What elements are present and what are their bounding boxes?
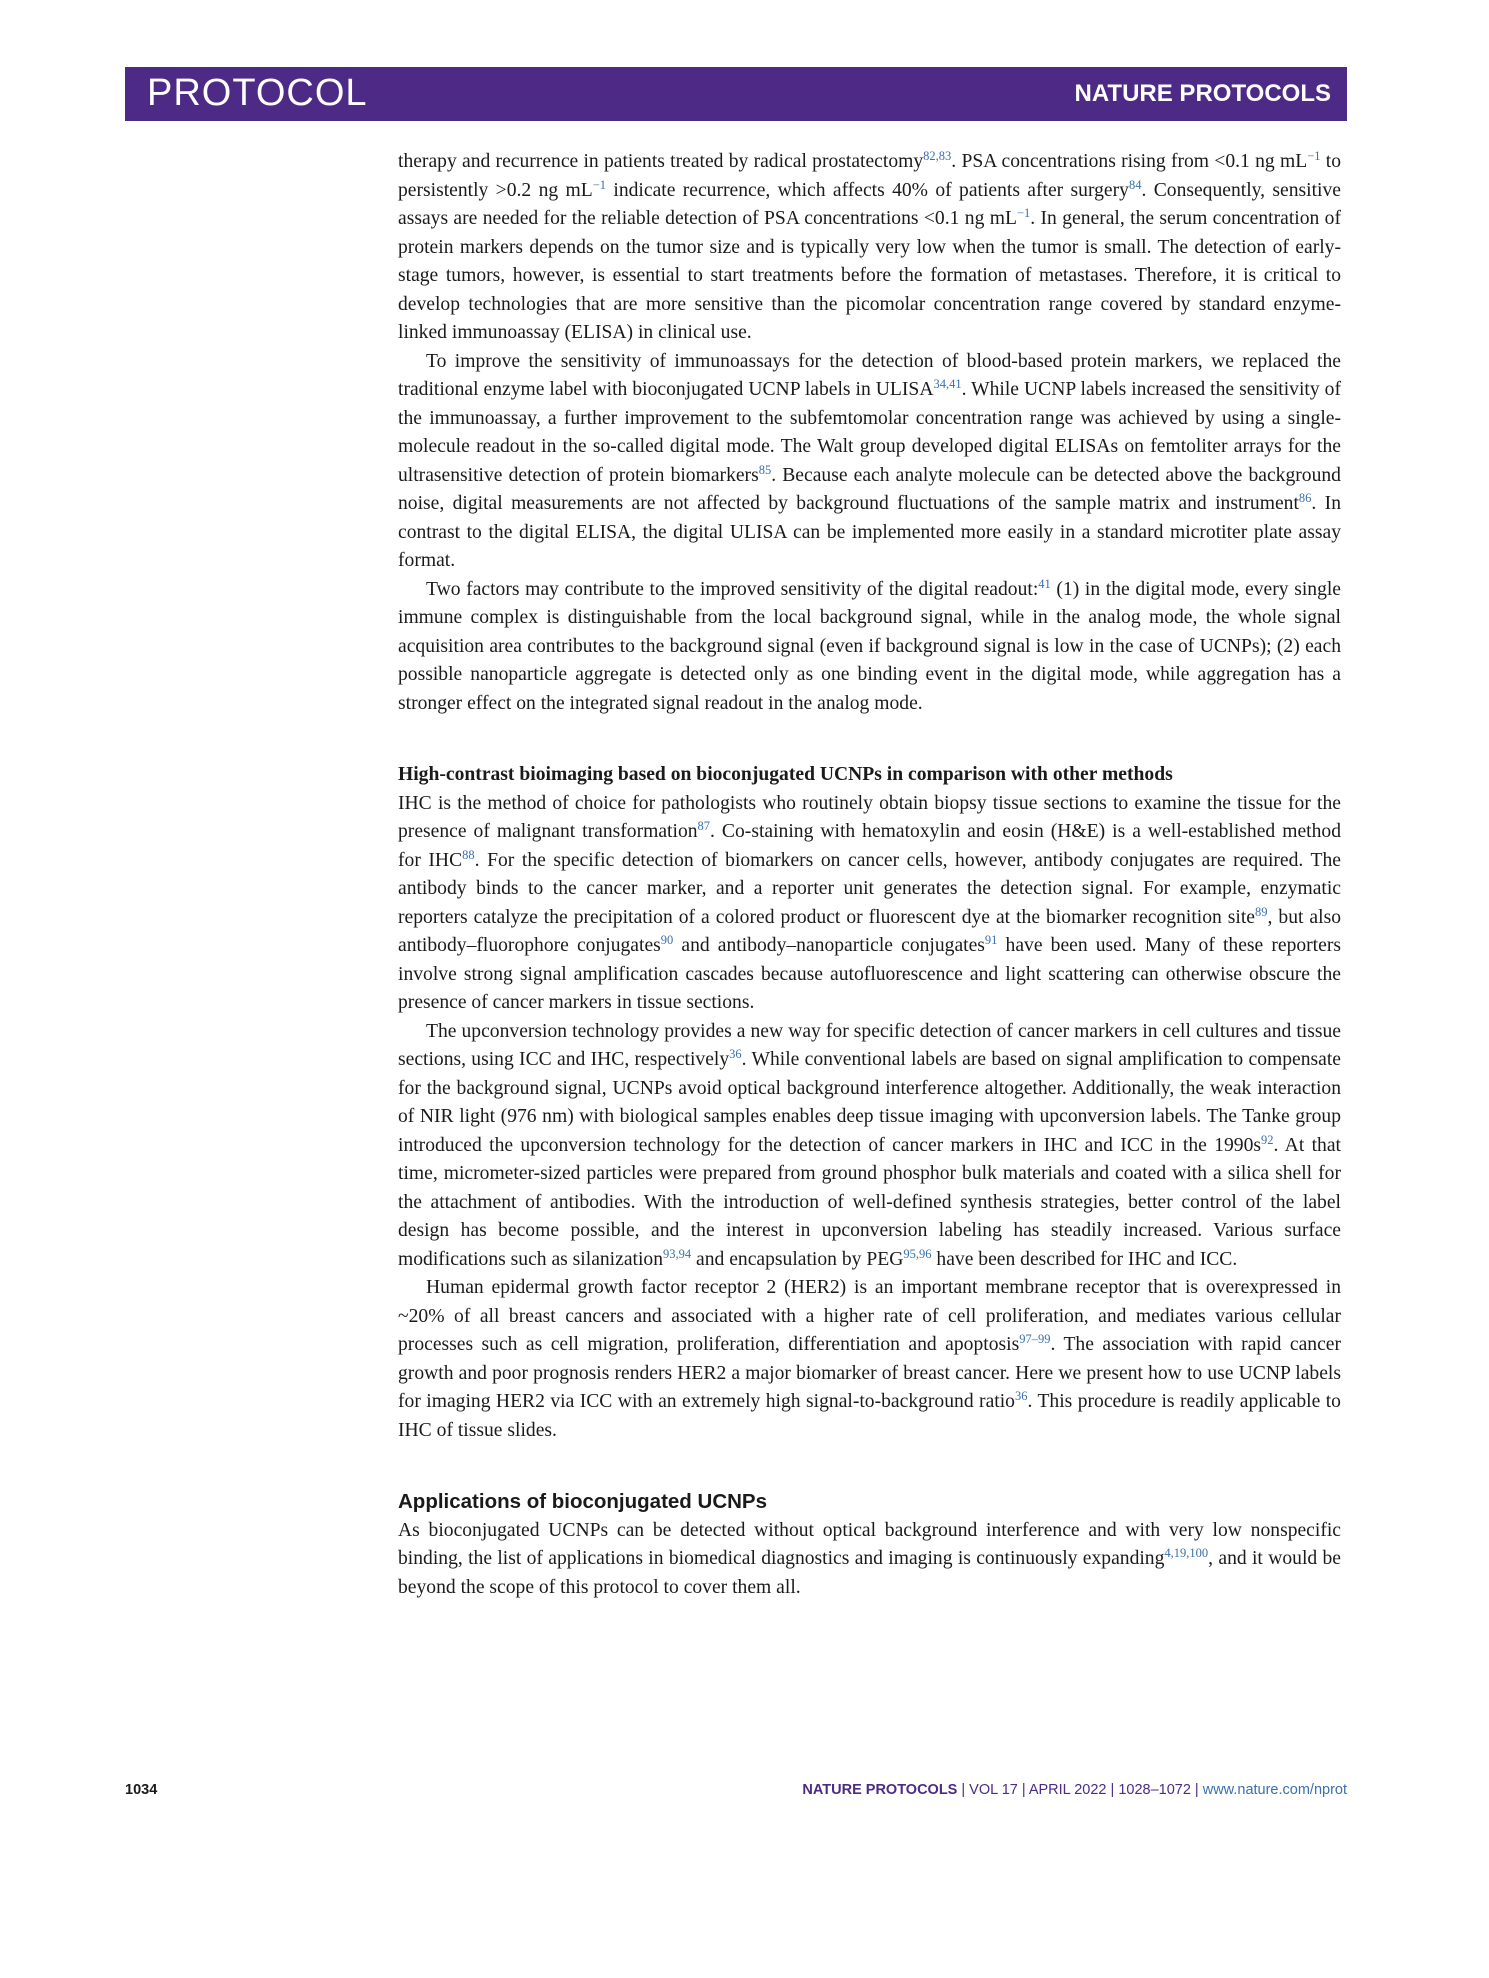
body-paragraph <box>398 576 1341 719</box>
citation-reference-link[interactable]: −1 <box>592 177 607 192</box>
section-heading: Applications of bioconjugated UCNPs <box>398 1490 768 1513</box>
citation-reference-link[interactable]: 97–99 <box>1019 1332 1051 1346</box>
body-paragraph <box>398 348 1341 576</box>
text-run: IHC is the method of choice for pathologists who routinely obtain biopsy tissue sections to examine the tissue for the presence of malignant transformation <box>398 792 1341 842</box>
text-run: , and it would be beyond the scope of this protocol to cover them all. <box>398 1548 1341 1598</box>
footer-journal: NATURE PROTOCOLS <box>802 1782 958 1798</box>
text-run: Two factors may contribute to the improved sensitivity of the digital readout: <box>426 578 1039 600</box>
text-run: As bioconjugated UCNPs can be detected without optical background interference and with very low nonspecific binding, the list of applications in biomedical diagnostics and imaging is continuously expanding <box>398 1519 1341 1569</box>
citation-reference-link[interactable]: 93,94 <box>663 1246 692 1261</box>
text-run: . Consequently, sensitive assays are needed for the reliable detection of PSA concentrations <0.1 ng mL <box>398 179 1341 229</box>
body-paragraph <box>398 1274 1341 1445</box>
body-paragraph <box>398 148 1341 348</box>
citation-reference-link[interactable]: 41 <box>1038 576 1051 591</box>
journal-url-link[interactable]: www.nature.com/nprot <box>1202 1782 1347 1798</box>
text-run: . While conventional labels are based on signal amplification to compensate for the background signal, UCNPs avoid optical background interference altogether. Additionally, the weak interaction of NIR light (976 nm) with biological samples enables deep tissue imaging with upconversion labels. The Tanke group introduced the upconversion technology for the detection of cancer markers in IHC and ICC in the 1990s <box>398 1049 1341 1156</box>
header-banner <box>125 67 1347 121</box>
body-paragraph <box>398 1018 1341 1275</box>
citation-reference-link[interactable]: 86 <box>1298 491 1312 505</box>
section-label: PROTOCOL <box>147 72 368 114</box>
citation-reference-link[interactable]: 92 <box>1261 1132 1274 1147</box>
body-paragraph <box>398 1517 1341 1603</box>
citation-reference-link[interactable]: 34,41 <box>933 377 962 391</box>
text-run: (1) in the digital mode, every single immune complex is distinguishable from the local background signal, while in the analog mode, the whole signal acquisition area contributes to the background signal (even if background signal is low in the case of UCNPs); (2) each possible nanoparticle aggregate is detected only as one binding event in the digital mode, while aggregation has a stronger effect on the integrated signal readout in the analog mode. <box>398 578 1342 714</box>
text-run: . In contrast to the digital ELISA, the digital ULISA can be implemented more easily in a standard microtiter plate assay format. <box>398 493 1341 571</box>
citation-reference-link[interactable]: 89 <box>1255 904 1268 919</box>
citation-reference-link[interactable]: 90 <box>660 933 674 947</box>
text-run: . This procedure is readily applicable to IHC of tissue slides. <box>398 1391 1341 1441</box>
citation-reference-link[interactable]: −1 <box>1016 206 1031 220</box>
text-run: have been used. Many of these reporters involve strong signal amplification cascades because autofluorescence and light scattering can otherwise obscure the presence of cancer markers in tissue sections. <box>398 935 1341 1013</box>
citation-reference-link[interactable]: 91 <box>984 933 998 947</box>
citation-reference-link[interactable]: 87 <box>697 819 711 833</box>
text-run: to persistently >0.2 ng mL <box>398 151 1342 201</box>
text-run: therapy and recurrence in patients treated by radical prostatectomy <box>398 151 924 172</box>
text-run: To improve the sensitivity of immunoassays for the detection of blood-based protein markers, we replaced the traditional enzyme label with bioconjugated UCNP labels in ULISA <box>398 350 1341 400</box>
journal-name: NATURE PROTOCOLS <box>1074 80 1331 107</box>
citation-reference-link[interactable]: −1 <box>1307 149 1321 163</box>
text-run: . PSA concentrations rising from <0.1 ng mL <box>951 151 1308 172</box>
text-run: . While UCNP labels increased the sensitivity of the immunoassay, a further improvement to the subfemtomolar concentration range was achieved by using a single-molecule readout in the so-called digital mode. The Walt group developed digital ELISAs on femtoliter arrays for the ultrasensitive detection of protein biomarkers <box>398 379 1341 486</box>
citation-reference-link[interactable]: 36 <box>1014 1389 1028 1403</box>
footer-citation <box>802 1782 1347 1798</box>
text-run: . Because each analyte molecule can be detected above the background noise, digital measurements are not affected by background fluctuations of the sample matrix and instrument <box>398 464 1341 514</box>
body-paragraph <box>398 790 1341 1018</box>
text-run: . For the specific detection of biomarkers on cancer cells, however, antibody conjugates are required. The antibody binds to the cancer marker, and a reporter unit generates the detection signal. For example, enzymatic reporters catalyze the precipitation of a colored product or fluorescent dye at the biomarker recognition site <box>398 849 1341 928</box>
citation-reference-link[interactable]: 88 <box>462 847 475 862</box>
section-heading: High-contrast bioimaging based on bioconjugated UCNPs in comparison with other methods <box>398 764 1173 785</box>
text-run: and antibody–nanoparticle conjugates <box>673 935 985 956</box>
citation-reference-link[interactable]: 4,19,100 <box>1164 1546 1209 1560</box>
citation-reference-link[interactable]: 85 <box>758 462 772 477</box>
citation-reference-link[interactable]: 82,83 <box>923 149 952 163</box>
text-run: . The association with rapid cancer growth and poor prognosis renders HER2 a major biomarker of breast cancer. Here we present how to use UCNP labels for imaging HER2 via ICC with an extremely high signal-to-background ratio <box>398 1334 1342 1412</box>
text-run: and encapsulation by PEG <box>691 1248 904 1270</box>
text-run: . In general, the serum concentration of protein markers depends on the tumor size and is typically very low when the tumor is small. The detection of early-stage tumors, however, is essential to start treatments before the formation of metastases. Therefore, it is critical to develop technologies that are more sensitive than the picomolar concentration range covered by standard enzyme-linked immunoassay (ELISA) in clinical use. <box>398 208 1341 343</box>
citation-reference-link[interactable]: 84 <box>1128 177 1142 192</box>
text-run: . Co-staining with hematoxylin and eosin (H&E) is a well-established method for IHC <box>398 821 1341 871</box>
text-run: have been described for IHC and ICC. <box>931 1248 1238 1270</box>
text-run: The upconversion technology provides a new way for specific detection of cancer markers in cell cultures and tissue sections, using ICC and IHC, respectively <box>398 1020 1341 1070</box>
citation-reference-link[interactable]: 95,96 <box>903 1246 932 1261</box>
text-run: . At that time, micrometer-sized particles were prepared from ground phosphor bulk materials and coated with a silica shell for the attachment of antibodies. With the introduction of well-defined synthesis strategies, better control of the label design has become possible, and the interest in upconversion labeling has steadily increased. Various surface modifications such as silanization <box>398 1134 1341 1270</box>
text-run: Human epidermal growth factor receptor 2 (HER2) is an important membrane receptor that is overexpressed in ~20% of all breast cancers and associated with a higher rate of cell proliferation, and mediates various cellular processes such as cell migration, proliferation, differentiation and apoptosis <box>398 1277 1341 1355</box>
article-body <box>398 148 1341 1602</box>
citation-reference-link[interactable]: 36 <box>729 1047 742 1061</box>
page-number: 1034 <box>125 1782 158 1798</box>
text-run: indicate recurrence, which affects 40% of patients after surgery <box>606 179 1129 201</box>
text-run: , but also antibody–fluorophore conjugates <box>398 906 1341 956</box>
footer-volume-info: | VOL 17 | APRIL 2022 | 1028–1072 | <box>957 1782 1203 1798</box>
